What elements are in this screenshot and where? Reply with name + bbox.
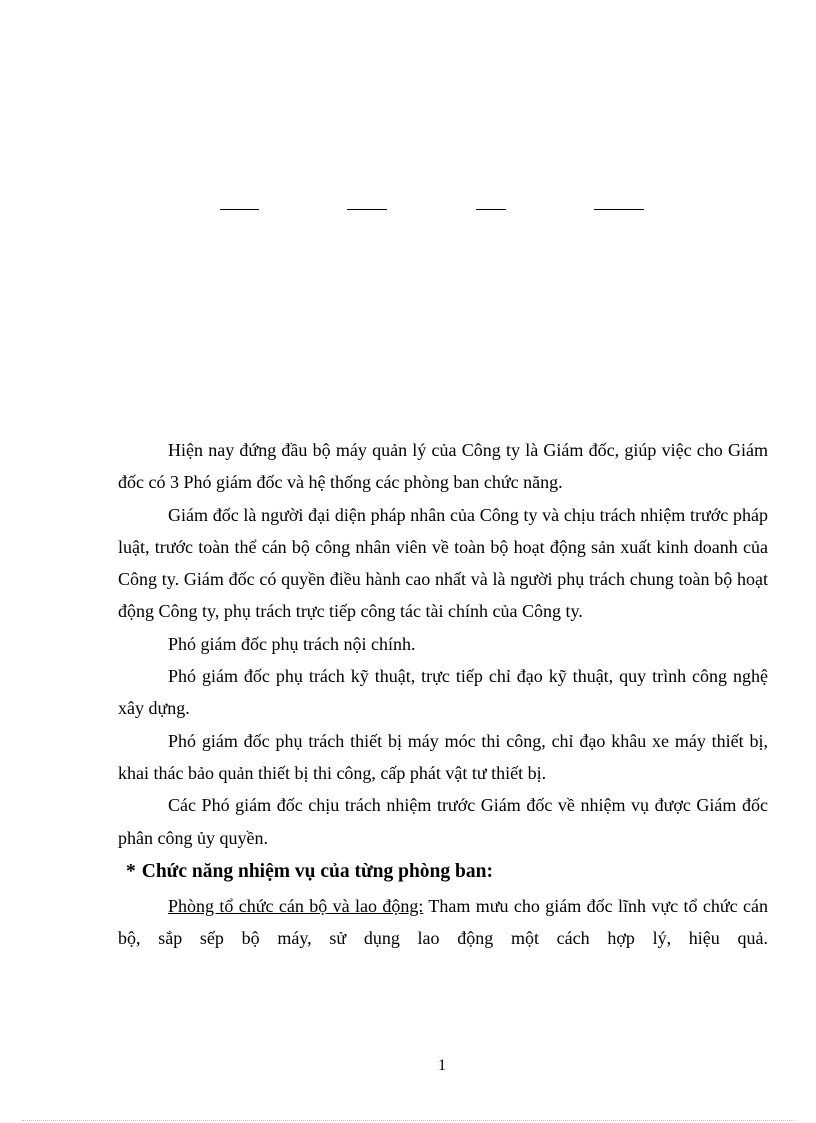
org-chart-connector-2 — [347, 209, 387, 210]
org-chart-connector-3 — [476, 209, 506, 210]
paragraph-deputy-equipment: Phó giám đốc phụ trách thiết bị máy móc thi công, chỉ đạo khâu xe máy thiết bị, khai thác bảo quản thiết bị thi công, cấp phát vật tư thiết bị. — [118, 730, 768, 783]
department-label: Phòng tổ chức cán bộ và lao động: — [168, 895, 424, 916]
paragraph-personnel-department — [118, 890, 768, 955]
paragraph-management-overview: Hiện nay đứng đầu bộ máy quản lý của Công ty là Giám đốc, giúp việc cho Giám đốc có 3 Phó giám đốc và hệ thống các phòng ban chức năng. — [118, 440, 768, 493]
paragraph-deputy-internal: Phó giám đốc phụ trách nội chính. — [168, 633, 416, 654]
org-chart-connector-4 — [594, 209, 644, 210]
footer-dotted-rule — [22, 1120, 794, 1121]
document-body — [118, 434, 768, 954]
paragraph-deputy-technical: Phó giám đốc phụ trách kỹ thuật, trực tiếp chỉ đạo kỹ thuật, quy trình công nghệ xây dựng. — [118, 666, 768, 719]
paragraph-deputies-responsibility: Các Phó giám đốc chịu trách nhiệm trước Giám đốc về nhiệm vụ được Giám đốc phân công ủy quyền. — [118, 795, 768, 848]
page-number: 1 — [438, 1057, 446, 1074]
department-description: Tham mưu cho giám đốc lĩnh vực tổ chức cán bộ, sắp sếp bộ máy, sử dụng lao động một cách hợp lý, hiệu quả. — [118, 895, 768, 949]
paragraph-director-role: Giám đốc là người đại diện pháp nhân của Công ty và chịu trách nhiệm trước pháp luật, trước toàn thể cán bộ công nhân viên về toàn bộ hoạt động sản xuất kinh doanh của Công ty. Giám đốc có quyền điều hành cao nhất và là người phụ trách chung toàn bộ hoạt động Công ty, phụ trách trực tiếp công tác tài chính của Công ty. — [118, 504, 768, 622]
org-chart-connector-1 — [220, 209, 259, 210]
heading-bullet: * — [126, 860, 136, 882]
heading-text: Chức năng nhiệm vụ của từng phòng ban: — [141, 860, 493, 882]
section-heading — [118, 856, 768, 888]
